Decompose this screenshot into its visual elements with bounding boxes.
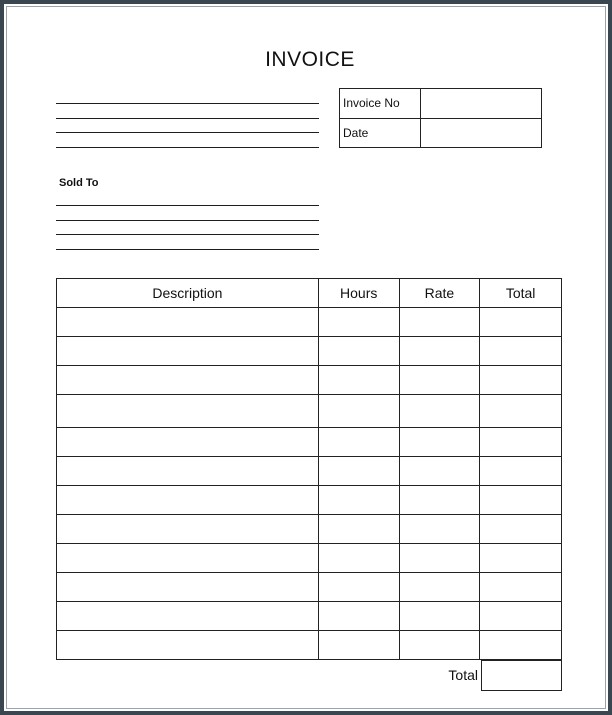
invoice-no-field[interactable] [421, 89, 542, 119]
address-line[interactable] [56, 132, 319, 133]
sold-to-line[interactable] [56, 220, 319, 221]
rate-cell[interactable] [399, 395, 480, 428]
date-label: Date [340, 118, 421, 148]
description-cell[interactable] [57, 602, 319, 631]
hours-cell[interactable] [318, 366, 399, 395]
date-row [340, 118, 542, 148]
sold-to-line[interactable] [56, 205, 319, 206]
rate-cell[interactable] [399, 428, 480, 457]
total-cell[interactable] [480, 337, 562, 366]
header-hours: Hours [318, 279, 399, 308]
line-items-table [56, 278, 562, 660]
rate-cell[interactable] [399, 366, 480, 395]
header-rate: Rate [399, 279, 480, 308]
rate-cell[interactable] [399, 515, 480, 544]
description-cell[interactable] [57, 308, 319, 337]
address-line[interactable] [56, 118, 319, 119]
table-row [57, 428, 562, 457]
invoice-title: INVOICE [265, 48, 355, 71]
grand-total-label: Total [448, 667, 478, 683]
sold-to-label: Sold To [59, 177, 99, 189]
description-cell[interactable] [57, 631, 319, 660]
rate-cell[interactable] [399, 631, 480, 660]
table-header-row [57, 279, 562, 308]
description-cell[interactable] [57, 428, 319, 457]
hours-cell[interactable] [318, 457, 399, 486]
total-cell[interactable] [480, 486, 562, 515]
hours-cell[interactable] [318, 337, 399, 366]
rate-cell[interactable] [399, 602, 480, 631]
table-row [57, 457, 562, 486]
address-line[interactable] [56, 103, 319, 104]
hours-cell[interactable] [318, 573, 399, 602]
hours-cell[interactable] [318, 515, 399, 544]
rate-cell[interactable] [399, 544, 480, 573]
table-row [57, 337, 562, 366]
invoice-no-label: Invoice No [340, 89, 421, 119]
total-cell[interactable] [480, 308, 562, 337]
table-row [57, 515, 562, 544]
header-total: Total [480, 279, 562, 308]
table-row [57, 308, 562, 337]
description-cell[interactable] [57, 486, 319, 515]
table-row [57, 602, 562, 631]
table-row [57, 486, 562, 515]
total-cell[interactable] [480, 602, 562, 631]
total-cell[interactable] [480, 457, 562, 486]
hours-cell[interactable] [318, 544, 399, 573]
description-cell[interactable] [57, 337, 319, 366]
description-cell[interactable] [57, 366, 319, 395]
description-cell[interactable] [57, 544, 319, 573]
rate-cell[interactable] [399, 308, 480, 337]
rate-cell[interactable] [399, 337, 480, 366]
total-cell[interactable] [480, 515, 562, 544]
description-cell[interactable] [57, 457, 319, 486]
address-line[interactable] [56, 147, 319, 148]
description-cell[interactable] [57, 395, 319, 428]
total-cell[interactable] [480, 395, 562, 428]
total-cell[interactable] [480, 631, 562, 660]
rate-cell[interactable] [399, 486, 480, 515]
total-cell[interactable] [480, 366, 562, 395]
grand-total-field[interactable] [481, 660, 562, 691]
table-row [57, 573, 562, 602]
table-row [57, 395, 562, 428]
hours-cell[interactable] [318, 428, 399, 457]
description-cell[interactable] [57, 573, 319, 602]
table-row [57, 544, 562, 573]
table-row [57, 631, 562, 660]
description-cell[interactable] [57, 515, 319, 544]
rate-cell[interactable] [399, 573, 480, 602]
hours-cell[interactable] [318, 486, 399, 515]
sold-to-line[interactable] [56, 234, 319, 235]
table-row [57, 366, 562, 395]
sold-to-line[interactable] [56, 249, 319, 250]
total-cell[interactable] [480, 428, 562, 457]
hours-cell[interactable] [318, 308, 399, 337]
date-field[interactable] [421, 118, 542, 148]
total-cell[interactable] [480, 573, 562, 602]
header-description: Description [57, 279, 319, 308]
rate-cell[interactable] [399, 457, 480, 486]
total-cell[interactable] [480, 544, 562, 573]
hours-cell[interactable] [318, 602, 399, 631]
hours-cell[interactable] [318, 631, 399, 660]
invoice-meta-box [339, 88, 542, 148]
invoice-no-row [340, 89, 542, 119]
hours-cell[interactable] [318, 395, 399, 428]
